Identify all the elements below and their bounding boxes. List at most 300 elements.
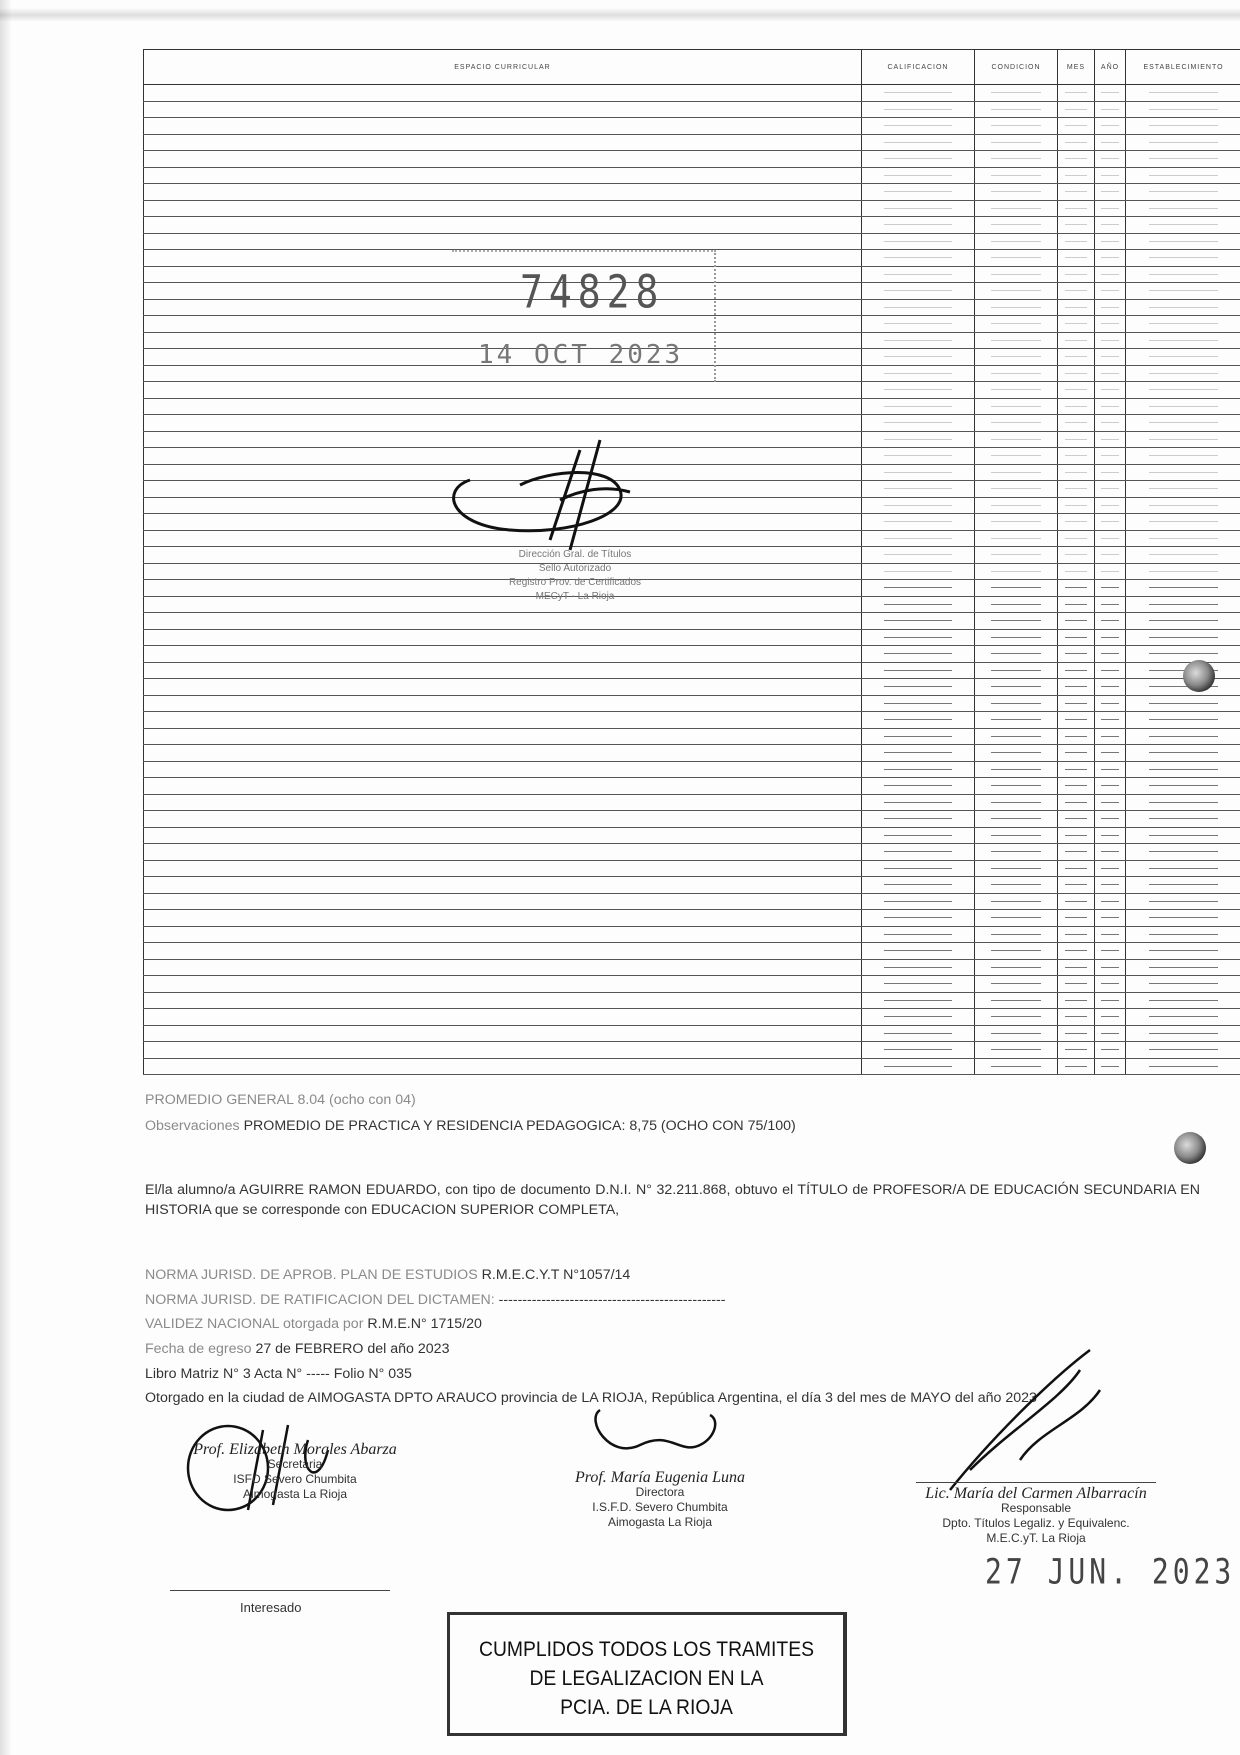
cell-establecimiento xyxy=(1126,976,1240,993)
cell-establecimiento xyxy=(1126,398,1240,415)
scan-edge-shadow xyxy=(0,8,1240,22)
cell-espacio xyxy=(144,233,862,250)
cell-establecimiento xyxy=(1126,613,1240,630)
cell-establecimiento xyxy=(1126,85,1240,102)
table-row xyxy=(144,200,1240,217)
cell-mes xyxy=(1058,547,1095,564)
cell-calificacion xyxy=(862,365,975,382)
cell-condicion xyxy=(975,382,1058,399)
cell-ano xyxy=(1095,596,1126,613)
cell-establecimiento xyxy=(1126,959,1240,976)
cell-calificacion xyxy=(862,1009,975,1026)
cell-condicion xyxy=(975,695,1058,712)
cell-condicion xyxy=(975,398,1058,415)
cell-calificacion xyxy=(862,778,975,795)
cell-calificacion xyxy=(862,382,975,399)
cell-establecimiento xyxy=(1126,448,1240,465)
cell-calificacion xyxy=(862,877,975,894)
validez-value: R.M.E.N° 1715/20 xyxy=(367,1316,482,1332)
cell-condicion xyxy=(975,596,1058,613)
cell-condicion xyxy=(975,184,1058,201)
cell-condicion xyxy=(975,530,1058,547)
cell-mes xyxy=(1058,910,1095,927)
cell-mes xyxy=(1058,943,1095,960)
cell-establecimiento xyxy=(1126,497,1240,514)
cell-ano xyxy=(1095,580,1126,597)
cell-establecimiento xyxy=(1126,877,1240,894)
cell-ano xyxy=(1095,827,1126,844)
cell-calificacion xyxy=(862,481,975,498)
table-row xyxy=(144,745,1240,762)
cell-calificacion xyxy=(862,712,975,729)
cell-espacio xyxy=(144,728,862,745)
header-calificacion: CALIFICACION xyxy=(862,50,975,85)
cell-mes xyxy=(1058,761,1095,778)
cell-espacio xyxy=(144,118,862,135)
cell-establecimiento xyxy=(1126,382,1240,399)
cell-mes xyxy=(1058,844,1095,861)
cell-establecimiento xyxy=(1126,844,1240,861)
cell-mes xyxy=(1058,382,1095,399)
cell-condicion xyxy=(975,332,1058,349)
cell-establecimiento xyxy=(1126,184,1240,201)
cell-condicion xyxy=(975,217,1058,234)
cell-mes xyxy=(1058,514,1095,531)
cell-establecimiento xyxy=(1126,580,1240,597)
cell-mes xyxy=(1058,613,1095,630)
cell-mes xyxy=(1058,134,1095,151)
cell-ano xyxy=(1095,365,1126,382)
cell-calificacion xyxy=(862,679,975,696)
cell-ano xyxy=(1095,613,1126,630)
cell-establecimiento xyxy=(1126,415,1240,432)
cell-ano xyxy=(1095,200,1126,217)
cell-calificacion xyxy=(862,728,975,745)
cell-mes xyxy=(1058,530,1095,547)
cell-espacio xyxy=(144,1025,862,1042)
scan-left-shadow xyxy=(0,0,12,1755)
registry-number-stamp: 74828 xyxy=(520,265,665,319)
cell-espacio xyxy=(144,910,862,927)
cell-calificacion xyxy=(862,926,975,943)
norma-aprob-label: NORMA JURISD. DE APROB. PLAN DE ESTUDIOS xyxy=(145,1267,478,1283)
cell-condicion xyxy=(975,233,1058,250)
cell-calificacion xyxy=(862,431,975,448)
table-row xyxy=(144,778,1240,795)
norma-aprobacion xyxy=(145,1267,630,1283)
cell-mes xyxy=(1058,151,1095,168)
cell-condicion xyxy=(975,118,1058,135)
cell-establecimiento xyxy=(1126,910,1240,927)
seal-line: Sello Autorizado xyxy=(538,563,612,574)
cell-calificacion xyxy=(862,695,975,712)
cell-condicion xyxy=(975,728,1058,745)
cell-ano xyxy=(1095,217,1126,234)
table-row xyxy=(144,217,1240,234)
table-row xyxy=(144,151,1240,168)
table-row xyxy=(144,712,1240,729)
cell-mes xyxy=(1058,349,1095,366)
cell-espacio xyxy=(144,679,862,696)
cell-mes xyxy=(1058,266,1095,283)
cell-ano xyxy=(1095,893,1126,910)
cell-espacio xyxy=(144,745,862,762)
cell-espacio xyxy=(144,200,862,217)
cell-establecimiento xyxy=(1126,712,1240,729)
table-row xyxy=(144,233,1240,250)
cell-ano xyxy=(1095,266,1126,283)
cell-condicion xyxy=(975,134,1058,151)
cell-calificacion xyxy=(862,332,975,349)
cell-espacio xyxy=(144,926,862,943)
registry-seal xyxy=(460,548,690,604)
cell-condicion xyxy=(975,992,1058,1009)
table-row xyxy=(144,101,1240,118)
cell-ano xyxy=(1095,844,1126,861)
table-row xyxy=(144,481,1240,498)
table-row xyxy=(144,992,1240,1009)
cell-ano xyxy=(1095,712,1126,729)
cell-condicion xyxy=(975,893,1058,910)
otorgado-text: Otorgado en la ciudad de AIMOGASTA DPTO ARAUCO provincia de LA RIOJA, República Argentina, el día 3 del mes de MAYO del año 2023 xyxy=(145,1390,1037,1406)
cell-ano xyxy=(1095,514,1126,531)
cell-espacio xyxy=(144,695,862,712)
cell-condicion xyxy=(975,299,1058,316)
cell-condicion xyxy=(975,712,1058,729)
cell-establecimiento xyxy=(1126,547,1240,564)
cell-condicion xyxy=(975,151,1058,168)
cell-establecimiento xyxy=(1126,530,1240,547)
cell-condicion xyxy=(975,778,1058,795)
cell-condicion xyxy=(975,827,1058,844)
cell-ano xyxy=(1095,316,1126,333)
table-row xyxy=(144,893,1240,910)
table-row xyxy=(144,1042,1240,1059)
cell-calificacion xyxy=(862,860,975,877)
cell-espacio xyxy=(144,629,862,646)
cell-calificacion xyxy=(862,613,975,630)
cell-ano xyxy=(1095,943,1126,960)
cell-establecimiento xyxy=(1126,761,1240,778)
cell-espacio xyxy=(144,943,862,960)
seal-line: Registro Prov. de Certificados xyxy=(508,577,642,588)
cell-espacio xyxy=(144,101,862,118)
header-mes: MES xyxy=(1058,50,1095,85)
cell-espacio xyxy=(144,959,862,976)
cell-establecimiento xyxy=(1126,250,1240,267)
libro-matriz: Libro Matriz N° 3 Acta N° ----- Folio N° 035 xyxy=(145,1366,412,1382)
cell-condicion xyxy=(975,844,1058,861)
cell-mes xyxy=(1058,217,1095,234)
cell-mes xyxy=(1058,1025,1095,1042)
cell-ano xyxy=(1095,811,1126,828)
legalization-date-stamp: 27 JUN. 2023 xyxy=(985,1550,1236,1593)
header-espacio-curricular: ESPACIO CURRICULAR xyxy=(144,50,862,85)
punch-hole-icon xyxy=(1174,1132,1206,1164)
cell-mes xyxy=(1058,745,1095,762)
cell-espacio xyxy=(144,167,862,184)
table-row xyxy=(144,827,1240,844)
cell-mes xyxy=(1058,316,1095,333)
cell-mes xyxy=(1058,365,1095,382)
cell-calificacion xyxy=(862,910,975,927)
cell-calificacion xyxy=(862,629,975,646)
table-row xyxy=(144,646,1240,663)
center-signer-name: Prof. María Eugenia Luna xyxy=(574,1469,746,1486)
cell-establecimiento xyxy=(1126,695,1240,712)
cell-ano xyxy=(1095,926,1126,943)
punch-hole-icon xyxy=(1183,660,1215,692)
cell-espacio xyxy=(144,1009,862,1026)
cell-condicion xyxy=(975,448,1058,465)
legal-box-line: PCIA. DE LA RIOJA xyxy=(560,1696,733,1719)
table-row xyxy=(144,167,1240,184)
norma-ratif-label: NORMA JURISD. DE RATIFICACION DEL DICTAMEN: xyxy=(145,1292,495,1308)
cell-mes xyxy=(1058,448,1095,465)
cell-espacio xyxy=(144,151,862,168)
cell-mes xyxy=(1058,1058,1095,1075)
cell-condicion xyxy=(975,283,1058,300)
legal-box-line: DE LEGALIZACION EN LA xyxy=(529,1667,764,1690)
cell-establecimiento xyxy=(1126,728,1240,745)
cell-establecimiento xyxy=(1126,299,1240,316)
cell-calificacion xyxy=(862,398,975,415)
cell-establecimiento xyxy=(1126,167,1240,184)
cell-establecimiento xyxy=(1126,233,1240,250)
cell-establecimiento xyxy=(1126,811,1240,828)
cell-mes xyxy=(1058,118,1095,135)
cell-condicion xyxy=(975,811,1058,828)
right-signer-org: M.E.C.yT. La Rioja xyxy=(986,1531,1086,1545)
cell-establecimiento xyxy=(1126,629,1240,646)
cell-establecimiento xyxy=(1126,679,1240,696)
cell-condicion xyxy=(975,415,1058,432)
cell-establecimiento xyxy=(1126,365,1240,382)
fecha-egreso xyxy=(145,1341,449,1357)
cell-condicion xyxy=(975,580,1058,597)
cell-espacio xyxy=(144,893,862,910)
cell-mes xyxy=(1058,167,1095,184)
cell-mes xyxy=(1058,679,1095,696)
cell-condicion xyxy=(975,514,1058,531)
cell-establecimiento xyxy=(1126,926,1240,943)
cell-mes xyxy=(1058,893,1095,910)
cell-ano xyxy=(1095,646,1126,663)
cell-calificacion xyxy=(862,580,975,597)
cell-mes xyxy=(1058,563,1095,580)
left-signer-place: Aimogasta La Rioja xyxy=(242,1487,348,1501)
cell-condicion xyxy=(975,646,1058,663)
cell-condicion xyxy=(975,85,1058,102)
cell-condicion xyxy=(975,349,1058,366)
cell-condicion xyxy=(975,1009,1058,1026)
cell-calificacion xyxy=(862,530,975,547)
cell-espacio xyxy=(144,134,862,151)
cell-ano xyxy=(1095,629,1126,646)
table-row xyxy=(144,1058,1240,1075)
cell-ano xyxy=(1095,283,1126,300)
cell-calificacion xyxy=(862,1042,975,1059)
table-row xyxy=(144,514,1240,531)
cell-calificacion xyxy=(862,943,975,960)
right-signature-mark xyxy=(930,1340,1110,1500)
cell-ano xyxy=(1095,1025,1126,1042)
cell-condicion xyxy=(975,613,1058,630)
right-signer-role: Responsable xyxy=(1000,1501,1072,1515)
table-row xyxy=(144,580,1240,597)
cell-calificacion xyxy=(862,794,975,811)
cell-ano xyxy=(1095,745,1126,762)
cell-calificacion xyxy=(862,134,975,151)
table-row xyxy=(144,959,1240,976)
cell-condicion xyxy=(975,679,1058,696)
egreso-label: Fecha de egreso xyxy=(145,1341,252,1357)
table-row xyxy=(144,563,1240,580)
cell-ano xyxy=(1095,563,1126,580)
table-row xyxy=(144,877,1240,894)
interesado-label: Interesado xyxy=(240,1600,302,1615)
cell-espacio xyxy=(144,646,862,663)
promedio-label: PROMEDIO GENERAL xyxy=(145,1092,294,1108)
cell-ano xyxy=(1095,497,1126,514)
cell-establecimiento xyxy=(1126,1058,1240,1075)
cell-condicion xyxy=(975,662,1058,679)
cell-condicion xyxy=(975,431,1058,448)
table-row xyxy=(144,398,1240,415)
cell-mes xyxy=(1058,811,1095,828)
cell-establecimiento xyxy=(1126,1042,1240,1059)
cell-mes xyxy=(1058,233,1095,250)
cell-condicion xyxy=(975,464,1058,481)
cell-ano xyxy=(1095,794,1126,811)
table-row xyxy=(144,530,1240,547)
cell-condicion xyxy=(975,745,1058,762)
cell-mes xyxy=(1058,976,1095,993)
cell-mes xyxy=(1058,398,1095,415)
table-row xyxy=(144,596,1240,613)
cell-mes xyxy=(1058,646,1095,663)
cell-calificacion xyxy=(862,217,975,234)
certification-paragraph: El/la alumno/a AGUIRRE RAMON EDUARDO, con tipo de documento D.N.I. N° 32.211.868, obtuvo el TÍTULO de PROFESOR/A DE EDUCACIÓN SECUNDARIA EN HISTORIA que se corresponde con EDUCACION SUPERIOR COMPLETA, xyxy=(145,1182,1200,1218)
table-body xyxy=(144,85,1240,1075)
cell-espacio xyxy=(144,992,862,1009)
legal-box-line: CUMPLIDOS TODOS LOS TRAMITES xyxy=(479,1638,814,1661)
cell-condicion xyxy=(975,794,1058,811)
table-row xyxy=(144,431,1240,448)
cell-calificacion xyxy=(862,992,975,1009)
cell-mes xyxy=(1058,860,1095,877)
cell-espacio xyxy=(144,398,862,415)
cell-ano xyxy=(1095,761,1126,778)
cell-condicion xyxy=(975,1025,1058,1042)
observaciones-label: Observaciones xyxy=(145,1118,240,1134)
cell-ano xyxy=(1095,134,1126,151)
norma-aprob-value: R.M.E.C.Y.T N°1057/14 xyxy=(481,1267,631,1283)
cell-mes xyxy=(1058,431,1095,448)
cell-ano xyxy=(1095,481,1126,498)
promedio-value: 8.04 (ocho con 04) xyxy=(297,1092,416,1108)
cell-espacio xyxy=(144,1058,862,1075)
table-row xyxy=(144,1025,1240,1042)
header-establecimiento: ESTABLECIMIENTO xyxy=(1126,50,1240,85)
cell-condicion xyxy=(975,860,1058,877)
cell-ano xyxy=(1095,910,1126,927)
cell-establecimiento xyxy=(1126,992,1240,1009)
cell-condicion xyxy=(975,101,1058,118)
table-row xyxy=(144,943,1240,960)
cell-establecimiento xyxy=(1126,745,1240,762)
cell-ano xyxy=(1095,530,1126,547)
cell-espacio xyxy=(144,811,862,828)
cell-ano xyxy=(1095,151,1126,168)
cell-calificacion xyxy=(862,1058,975,1075)
center-signer-institution: I.S.F.D. Severo Chumbita xyxy=(592,1500,728,1514)
cell-calificacion xyxy=(862,596,975,613)
table-row xyxy=(144,662,1240,679)
cell-mes xyxy=(1058,101,1095,118)
cell-condicion xyxy=(975,1042,1058,1059)
table-row xyxy=(144,728,1240,745)
cell-establecimiento xyxy=(1126,596,1240,613)
table-row xyxy=(144,844,1240,861)
cell-espacio xyxy=(144,877,862,894)
cell-calificacion xyxy=(862,118,975,135)
cell-condicion xyxy=(975,910,1058,927)
observaciones-value: PROMEDIO DE PRACTICA Y RESIDENCIA PEDAGOGICA: 8,75 (OCHO CON 75/100) xyxy=(243,1118,796,1134)
table-row xyxy=(144,184,1240,201)
cell-calificacion xyxy=(862,233,975,250)
cell-mes xyxy=(1058,728,1095,745)
cell-calificacion xyxy=(862,844,975,861)
table-row xyxy=(144,118,1240,135)
table-row xyxy=(144,464,1240,481)
cell-mes xyxy=(1058,629,1095,646)
cell-ano xyxy=(1095,233,1126,250)
cell-calificacion xyxy=(862,316,975,333)
cell-espacio xyxy=(144,794,862,811)
cell-espacio xyxy=(144,613,862,630)
cell-establecimiento xyxy=(1126,200,1240,217)
table-row xyxy=(144,860,1240,877)
cell-espacio xyxy=(144,712,862,729)
cell-ano xyxy=(1095,85,1126,102)
cell-establecimiento xyxy=(1126,134,1240,151)
cell-calificacion xyxy=(862,827,975,844)
cell-establecimiento xyxy=(1126,893,1240,910)
cell-calificacion xyxy=(862,167,975,184)
cell-establecimiento xyxy=(1126,860,1240,877)
cell-calificacion xyxy=(862,250,975,267)
cell-establecimiento xyxy=(1126,431,1240,448)
cell-condicion xyxy=(975,761,1058,778)
cell-calificacion xyxy=(862,464,975,481)
cell-mes xyxy=(1058,332,1095,349)
registry-date-stamp: 14 OCT 2023 xyxy=(478,340,684,370)
cell-establecimiento xyxy=(1126,283,1240,300)
cell-condicion xyxy=(975,926,1058,943)
cell-ano xyxy=(1095,332,1126,349)
promedio-general xyxy=(145,1092,416,1108)
table-row xyxy=(144,679,1240,696)
cell-espacio xyxy=(144,827,862,844)
validez-nacional xyxy=(145,1316,482,1332)
cell-ano xyxy=(1095,118,1126,135)
cell-espacio xyxy=(144,778,862,795)
cell-calificacion xyxy=(862,976,975,993)
observaciones xyxy=(145,1118,796,1134)
cell-calificacion xyxy=(862,266,975,283)
cell-mes xyxy=(1058,250,1095,267)
